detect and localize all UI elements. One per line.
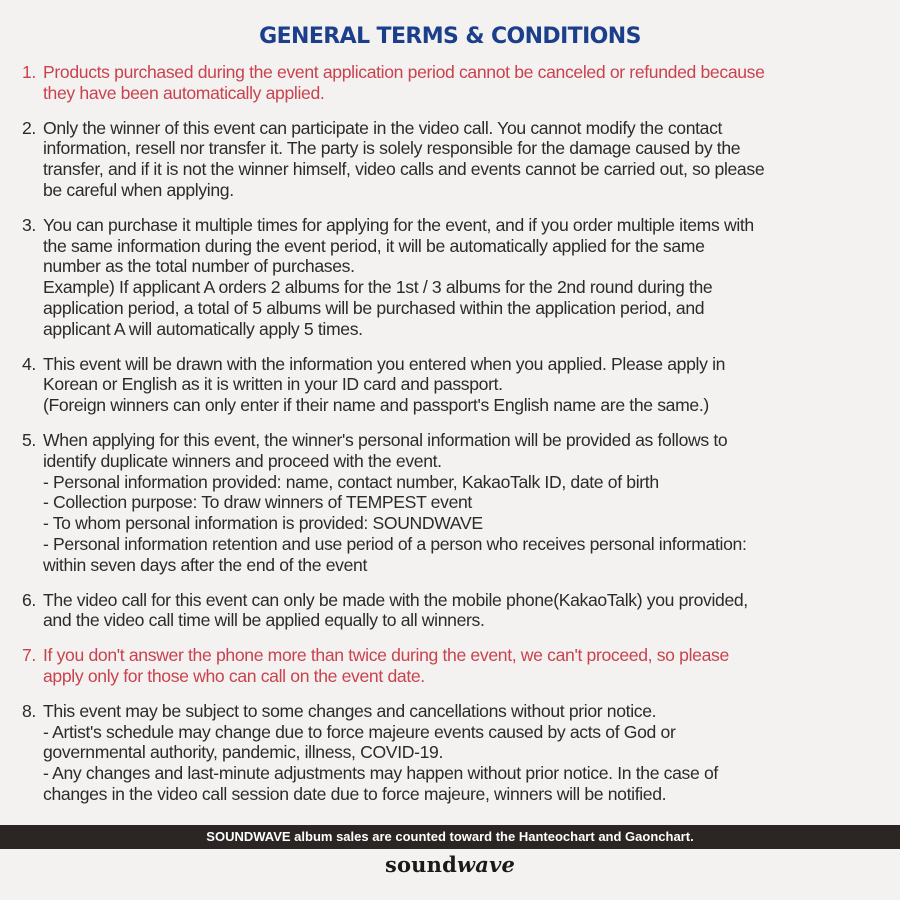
page-title: GENERAL TERMS & CONDITIONS [259,24,641,49]
term-number: 5. [22,429,36,450]
term-item-7 [22,645,892,687]
term-subitem-line: - Any changes and last-minute adjustments may happen without prior notice. In the case of [43,763,718,784]
term-subitem [43,534,892,576]
term-subitem-line: - To whom personal information is provided: SOUNDWAVE [43,513,483,534]
term-subitem-line: governmental authority, pandemic, illness, COVID-19. [43,742,444,763]
term-line: apply only for those who can call on the event date. [43,665,425,686]
term-line: The video call for this event can only be made with the mobile phone(KakaoTalk) you provided, [43,589,748,610]
term-line: When applying for this event, the winner's personal information will be provided as follows to [43,429,728,450]
term-number: 2. [22,117,36,138]
term-line: This event may be subject to some changes and cancellations without prior notice. [43,700,657,721]
term-body [43,430,892,576]
footer-brand-hanteochart: Hanteochart [518,829,595,844]
term-number: 1. [22,62,36,82]
term-body [43,215,892,340]
term-item-3 [22,215,892,340]
term-subitem [43,722,892,764]
term-line: transfer, and if it is not the winner himself, video calls and events cannot be carried out, so please [43,159,765,180]
term-body [43,590,892,632]
term-line: information, resell nor transfer it. The party is solely responsible for the damage caused by the [43,138,741,159]
term-body [43,701,892,805]
term-subitem-line: - Artist's schedule may change due to force majeure events caused by acts of God or [43,721,676,742]
term-subitem [43,472,892,493]
term-subitem [43,513,892,534]
term-line: (Foreign winners can only enter if their name and passport's English name are the same.) [43,395,709,416]
term-line: Example) If applicant A orders 2 albums for the 1st / 3 albums for the 2nd round during the [43,277,713,298]
term-item-2 [22,118,892,201]
term-line: applicant A will automatically apply 5 times. [43,318,363,339]
footer-conjunction: and [594,829,626,844]
footer-brand-gaonchart: Gaonchart [625,829,691,844]
term-subitem [43,763,892,805]
term-line: and the video call time will be applied equally to all winners. [43,610,485,631]
term-subitem-line: - Collection purpose: To draw winners of TEMPEST event [43,492,472,513]
term-subitem-line: - Personal information provided: name, contact number, KakaoTalk ID, date of birth [43,471,659,492]
footer-notice-bar [0,825,900,849]
term-subitem-line: changes in the video call session date due to force majeure, winners will be notified. [43,783,667,804]
term-number: 7. [22,645,36,666]
term-number: 6. [22,589,36,610]
term-item-8 [22,701,892,805]
term-line: be careful when applying. [43,179,234,200]
term-line: identify duplicate winners and proceed with the event. [43,450,442,471]
term-subitem [43,492,892,513]
footer-end: . [690,829,694,844]
term-subitem-line: - Personal information retention and use period of a person who receives personal information: [43,533,747,554]
term-line: the same information during the event period, it will be automatically applied for the same [43,235,705,256]
term-line: If you don't answer the phone more than twice during the event, we can't proceed, so please [43,645,729,666]
term-item-6 [22,590,892,632]
term-body [43,354,892,416]
term-body [43,118,892,201]
term-number: 8. [22,700,36,721]
terms-list [22,62,892,819]
soundwave-logo: soundwave [384,852,516,877]
term-line: they have been automatically applied. [43,82,325,103]
term-line: Products purchased during the event application period cannot be canceled or refunded because [43,62,765,82]
term-line: Only the winner of this event can participate in the video call. You cannot modify the contact [43,117,723,138]
term-item-5 [22,430,892,576]
term-line: This event will be drawn with the information you entered when you applied. Please apply in [43,353,726,374]
term-body [43,62,892,104]
term-item-4 [22,354,892,416]
footer-text: SOUNDWAVE album sales are counted toward the [206,829,519,844]
term-line: You can purchase it multiple times for applying for the event, and if you order multiple items with [43,214,754,235]
term-number: 3. [22,214,36,235]
term-body [43,645,892,687]
term-number: 4. [22,353,36,374]
term-line: application period, a total of 5 albums will be purchased within the application period, and [43,297,705,318]
term-line: number as the total number of purchases. [43,256,355,277]
term-line: Korean or English as it is written in your ID card and passport. [43,374,503,395]
term-item-1 [22,62,892,104]
term-subitem-line: within seven days after the end of the event [43,554,367,575]
